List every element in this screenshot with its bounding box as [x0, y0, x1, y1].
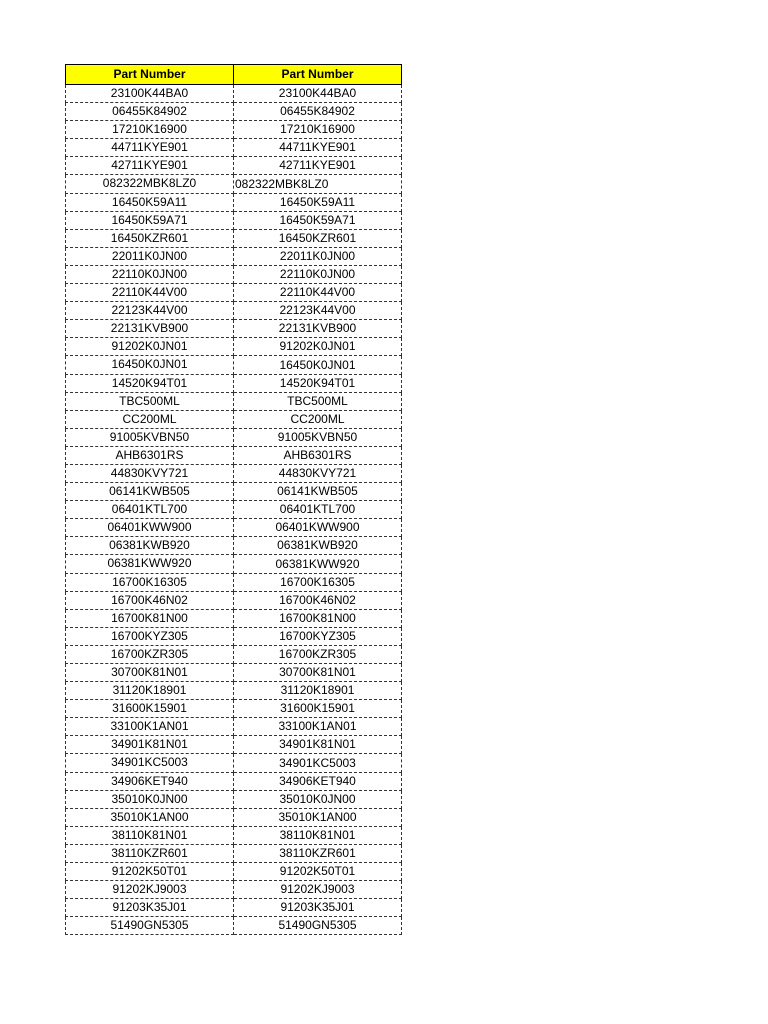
part-number-cell-col2[interactable]: 22131KVB900	[234, 320, 402, 338]
part-number-cell-col2[interactable]: 51490GN5305	[234, 917, 402, 935]
part-number-cell-col2[interactable]: 16700K81N00	[234, 609, 402, 627]
part-number-cell-col1[interactable]: 22011K0JN00	[66, 247, 234, 265]
table-row	[66, 645, 402, 663]
part-number-cell-col2[interactable]: 22123K44V00	[234, 302, 402, 320]
table-row	[66, 519, 402, 537]
table-row	[66, 808, 402, 826]
header-cell-part-number-1[interactable]: Part Number	[66, 65, 234, 85]
table-row	[66, 700, 402, 718]
part-number-cell-col2[interactable]: 16450K59A11	[234, 193, 402, 211]
part-number-cell-col1[interactable]: 31120K18901	[66, 682, 234, 700]
part-number-cell-col1[interactable]: 16450K0JN01	[66, 356, 234, 374]
part-number-cell-col1[interactable]: 16700KYZ305	[66, 627, 234, 645]
part-number-cell-col2[interactable]: 06141KWB505	[234, 483, 402, 501]
part-number-cell-col2[interactable]: 16450KZR601	[234, 229, 402, 247]
table-row	[66, 790, 402, 808]
table-row	[66, 85, 402, 103]
part-number-cell-col1[interactable]: TBC500ML	[66, 392, 234, 410]
table-row	[66, 446, 402, 464]
part-number-cell-col1[interactable]: 91202KJ9003	[66, 881, 234, 899]
part-number-cell-col2[interactable]: 082322MBK8LZ0	[234, 175, 402, 193]
table-row	[66, 302, 402, 320]
table-row	[66, 826, 402, 844]
table-row	[66, 229, 402, 247]
part-number-cell-col1[interactable]: 16450KZR601	[66, 229, 234, 247]
part-number-cell-col2[interactable]: 22110K44V00	[234, 284, 402, 302]
part-number-cell-col1[interactable]: 16700KZR305	[66, 645, 234, 663]
part-number-cell-col2[interactable]: 06381KWB920	[234, 537, 402, 555]
part-number-cell-col2[interactable]: 14520K94T01	[234, 374, 402, 392]
header-row	[66, 65, 402, 85]
part-number-cell-col1[interactable]: 23100K44BA0	[66, 85, 234, 103]
part-number-cell-col1[interactable]: 16450K59A11	[66, 193, 234, 211]
part-number-cell-col1[interactable]: 34901K81N01	[66, 736, 234, 754]
table-row	[66, 664, 402, 682]
part-number-cell-col2[interactable]: 16700K46N02	[234, 591, 402, 609]
table-row	[66, 591, 402, 609]
table-row	[66, 501, 402, 519]
table-row	[66, 410, 402, 428]
table-row	[66, 247, 402, 265]
spreadsheet-area	[65, 64, 401, 935]
part-number-cell-col2[interactable]: 38110KZR601	[234, 844, 402, 862]
part-number-cell-col2[interactable]: 42711KYE901	[234, 157, 402, 175]
table-row	[66, 374, 402, 392]
part-number-cell-col2[interactable]: 06401KTL700	[234, 501, 402, 519]
table-row	[66, 483, 402, 501]
table-row	[66, 175, 402, 193]
table-row	[66, 338, 402, 356]
part-number-cell-col1[interactable]: 06401KTL700	[66, 501, 234, 519]
table-row	[66, 736, 402, 754]
part-number-cell-col1[interactable]: 17210K16900	[66, 121, 234, 139]
part-number-cell-col2[interactable]: 44830KVY721	[234, 464, 402, 482]
part-number-cell-col2[interactable]: 16450K59A71	[234, 211, 402, 229]
part-number-cell-col2[interactable]: 17210K16900	[234, 121, 402, 139]
part-number-cell-col1[interactable]: 06401KWW900	[66, 519, 234, 537]
part-number-cell-col1[interactable]: 35010K0JN00	[66, 790, 234, 808]
part-number-cell-col1[interactable]: 06141KWB505	[66, 483, 234, 501]
part-number-cell-col2[interactable]: 91203K35J01	[234, 899, 402, 917]
table-row	[66, 103, 402, 121]
part-number-cell-col1[interactable]: 22110K0JN00	[66, 265, 234, 283]
part-number-cell-col1[interactable]: 16450K59A71	[66, 211, 234, 229]
table-row	[66, 573, 402, 591]
part-number-cell-col1[interactable]: 30700K81N01	[66, 664, 234, 682]
part-number-cell-col1[interactable]: 31600K15901	[66, 700, 234, 718]
part-number-cell-col2[interactable]: 35010K1AN00	[234, 808, 402, 826]
table-row	[66, 881, 402, 899]
table-row	[66, 157, 402, 175]
part-number-cell-col1[interactable]: 91202K0JN01	[66, 338, 234, 356]
part-number-cell-col2[interactable]: 33100K1AN01	[234, 718, 402, 736]
part-number-cell-col2[interactable]: CC200ML	[234, 410, 402, 428]
part-number-cell-col1[interactable]: 44711KYE901	[66, 139, 234, 157]
part-number-cell-col2[interactable]: 06455K84902	[234, 103, 402, 121]
table-row	[66, 356, 402, 374]
part-number-cell-col2[interactable]: 31600K15901	[234, 700, 402, 718]
table-row	[66, 682, 402, 700]
part-number-cell-col1[interactable]: 38110KZR601	[66, 844, 234, 862]
table-row	[66, 392, 402, 410]
table-row	[66, 428, 402, 446]
table-row	[66, 265, 402, 283]
part-number-cell-col1[interactable]: 42711KYE901	[66, 157, 234, 175]
part-number-cell-col2[interactable]: 16700KYZ305	[234, 627, 402, 645]
part-number-cell-col2[interactable]: 06401KWW900	[234, 519, 402, 537]
part-number-cell-col1[interactable]: 34906KET940	[66, 772, 234, 790]
part-number-cell-col1[interactable]: 14520K94T01	[66, 374, 234, 392]
table-body	[66, 85, 402, 935]
part-number-cell-col1[interactable]: 06455K84902	[66, 103, 234, 121]
part-number-cell-col1[interactable]: 91005KVBN50	[66, 428, 234, 446]
table-row	[66, 320, 402, 338]
table-row	[66, 284, 402, 302]
part-number-cell-col2[interactable]: 91202KJ9003	[234, 881, 402, 899]
table-row	[66, 537, 402, 555]
table-row	[66, 555, 402, 573]
part-number-cell-col2[interactable]: 44711KYE901	[234, 139, 402, 157]
part-number-cell-col1[interactable]: 06381KWB920	[66, 537, 234, 555]
part-number-cell-col2[interactable]: 31120K18901	[234, 682, 402, 700]
table-row	[66, 627, 402, 645]
part-number-cell-col1[interactable]: 22131KVB900	[66, 320, 234, 338]
part-number-cell-col2[interactable]: 91005KVBN50	[234, 428, 402, 446]
part-number-cell-col1[interactable]: 91203K35J01	[66, 899, 234, 917]
part-number-cell-col1[interactable]: 38110K81N01	[66, 826, 234, 844]
part-number-table	[65, 64, 402, 935]
part-number-cell-col2[interactable]: 30700K81N01	[234, 664, 402, 682]
part-number-cell-col2[interactable]: TBC500ML	[234, 392, 402, 410]
part-number-cell-col1[interactable]: 35010K1AN00	[66, 808, 234, 826]
table-row	[66, 193, 402, 211]
part-number-cell-col1[interactable]: 44830KVY721	[66, 464, 234, 482]
part-number-cell-col1[interactable]: 51490GN5305	[66, 917, 234, 935]
table-row	[66, 754, 402, 772]
part-number-cell-col2[interactable]: 91202K0JN01	[234, 338, 402, 356]
part-number-cell-col2[interactable]: 22110K0JN00	[234, 265, 402, 283]
part-number-cell-col1[interactable]: 91202K50T01	[66, 863, 234, 881]
part-number-cell-col1[interactable]: 082322MBK8LZ0	[66, 175, 234, 193]
part-number-cell-col1[interactable]: 22110K44V00	[66, 284, 234, 302]
table-row	[66, 121, 402, 139]
table-row	[66, 863, 402, 881]
part-number-cell-col1[interactable]: 33100K1AN01	[66, 718, 234, 736]
part-number-cell-col1[interactable]: AHB6301RS	[66, 446, 234, 464]
part-number-cell-col1[interactable]: 16700K46N02	[66, 591, 234, 609]
part-number-cell-col1[interactable]: 22123K44V00	[66, 302, 234, 320]
part-number-cell-col2[interactable]: 34901K81N01	[234, 736, 402, 754]
part-number-cell-col1[interactable]: 16700K81N00	[66, 609, 234, 627]
table-row	[66, 718, 402, 736]
table-row	[66, 772, 402, 790]
part-number-cell-col1[interactable]: CC200ML	[66, 410, 234, 428]
table-row	[66, 464, 402, 482]
part-number-cell-col2[interactable]: 22011K0JN00	[234, 247, 402, 265]
part-number-cell-col2[interactable]: 16450K0JN01	[234, 356, 402, 374]
part-number-cell-col2[interactable]: 91202K50T01	[234, 863, 402, 881]
part-number-cell-col2[interactable]: 23100K44BA0	[234, 85, 402, 103]
part-number-cell-col2[interactable]: 34906KET940	[234, 772, 402, 790]
table-row	[66, 917, 402, 935]
part-number-cell-col1[interactable]: 06381KWW920	[66, 555, 234, 573]
part-number-cell-col2[interactable]: 35010K0JN00	[234, 790, 402, 808]
part-number-cell-col2[interactable]: 38110K81N01	[234, 826, 402, 844]
part-number-cell-col2[interactable]: AHB6301RS	[234, 446, 402, 464]
table-row	[66, 211, 402, 229]
part-number-cell-col2[interactable]: 16700KZR305	[234, 645, 402, 663]
table-row	[66, 844, 402, 862]
part-number-cell-col2[interactable]: 34901KC5003	[234, 754, 402, 772]
part-number-cell-col1[interactable]: 16700K16305	[66, 573, 234, 591]
table-row	[66, 609, 402, 627]
part-number-cell-col2[interactable]: 06381KWW920	[234, 555, 402, 573]
header-cell-part-number-2[interactable]: Part Number	[234, 65, 402, 85]
table-row	[66, 899, 402, 917]
part-number-cell-col1[interactable]: 34901KC5003	[66, 754, 234, 772]
table-row	[66, 139, 402, 157]
part-number-cell-col2[interactable]: 16700K16305	[234, 573, 402, 591]
